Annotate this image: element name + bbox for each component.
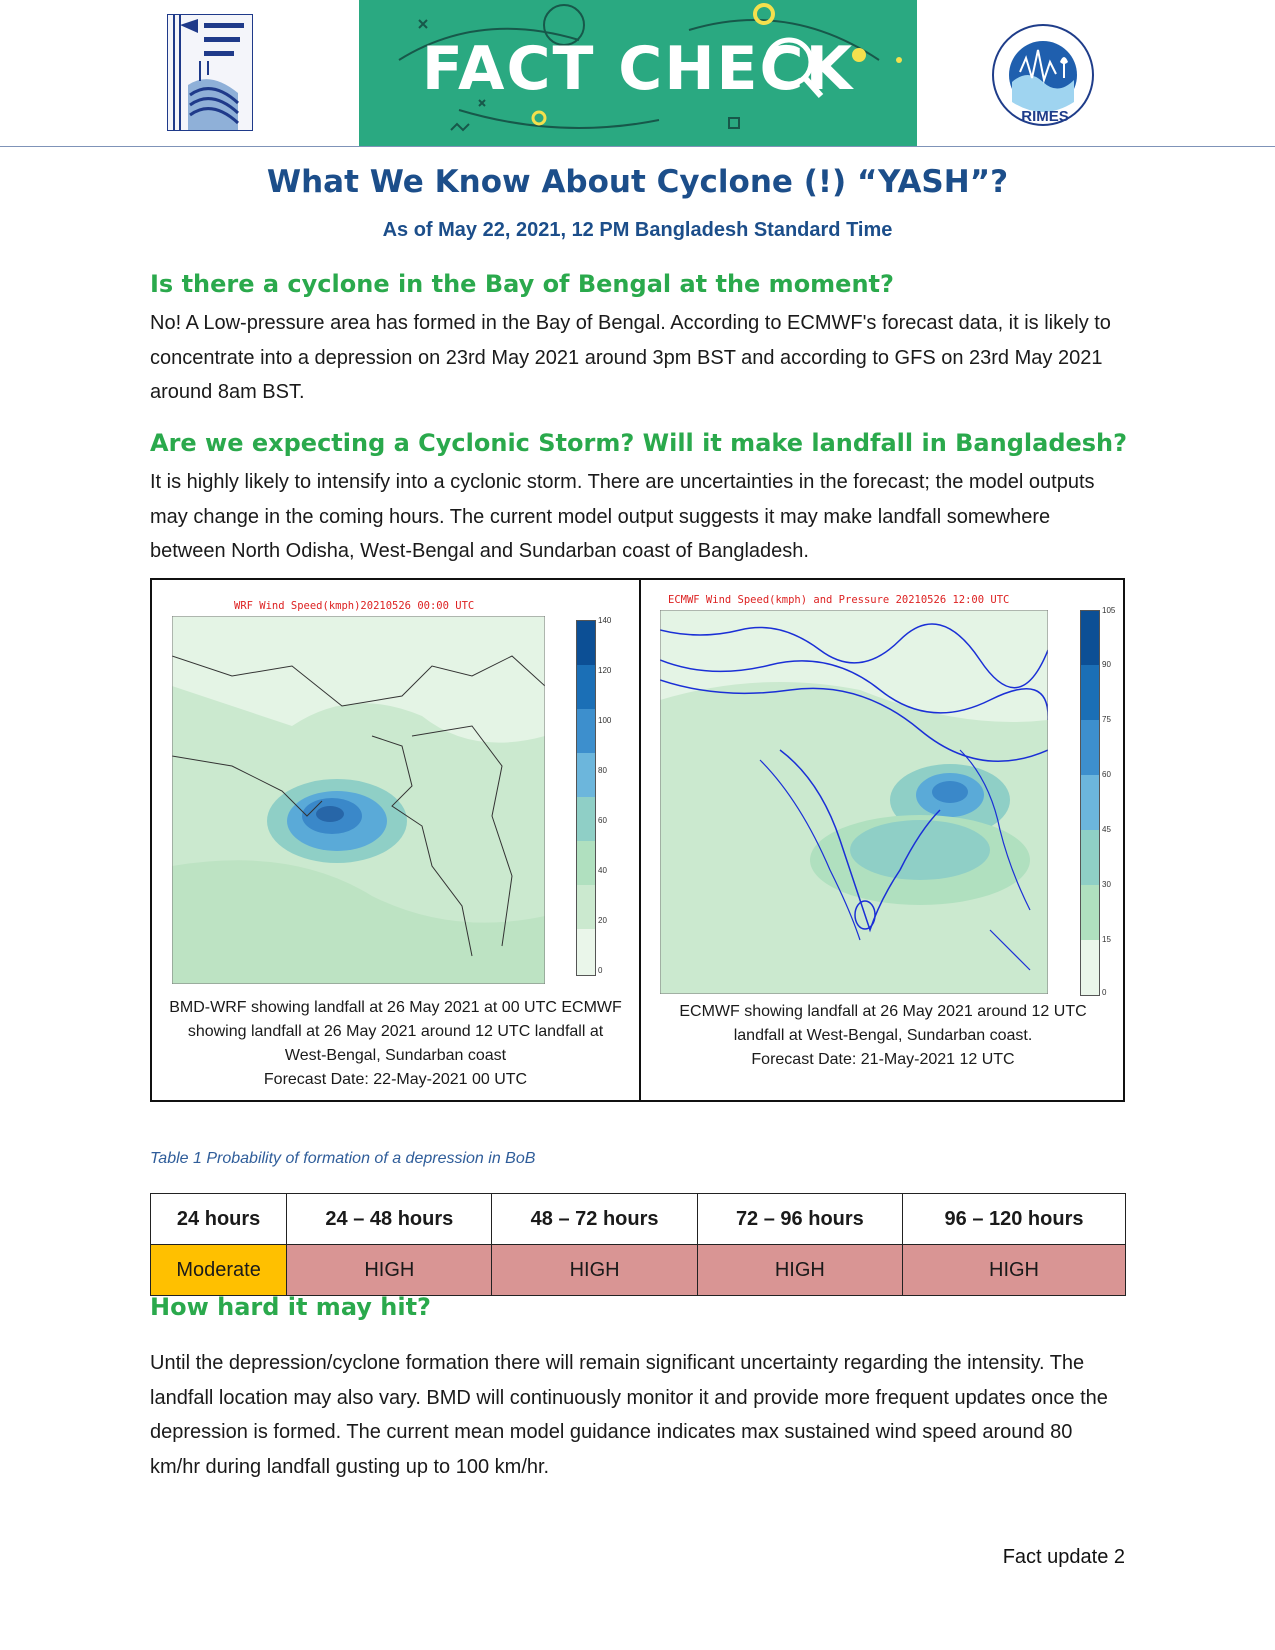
ecmwf-wind-map [660,610,1048,994]
table-header: 96 – 120 hours [903,1194,1126,1245]
bmd-logo [167,14,253,131]
section-heading-landfall: Are we expecting a Cyclonic Storm? Will it make landfall in Bangladesh? [150,429,1128,457]
wrf-cbar-tick: 140 [598,616,612,625]
table-header: 72 – 96 hours [697,1194,902,1245]
fact-check-banner [359,0,917,146]
table-cell: Moderate [151,1245,287,1296]
ecmwf-caption [641,1000,1125,1072]
wrf-map-title: WRF Wind Speed(kmph)20210526 00:00 UTC [234,600,475,612]
forecast-figures [150,578,1125,1102]
page-footer: Fact update 2 [1002,1546,1125,1568]
rimes-label: RIMES [1021,108,1069,125]
probability-table [150,1193,1126,1296]
page-subtitle: As of May 22, 2021, 12 PM Bangladesh Standard Time [382,219,893,241]
ecmwf-colorbar [1080,610,1100,996]
table-header-row [151,1194,1126,1245]
ecmwf-cbar-tick: 45 [1102,825,1111,834]
section-text-landfall: It is highly likely to intensify into a cyclonic storm. There are uncertainties in the forecast; the model outputs may change in the coming hours. The current model output suggests it may make landfall somewhere between North Odisha, West-Bengal and Sundarban coast of Bangladesh. [150,471,1095,562]
page-title: What We Know About Cyclone (!) “YASH”? [266,164,1009,200]
section-text-intensity: Until the depression/cyclone formation there will remain significant uncertainty regarding the intensity. The landfall location may also vary. BMD will continuously monitor it and provide more frequent updates once the depression is formed. The current mean model guidance indicates max sustained wind speed around 80 km/hr during landfall gusting up to 100 km/hr. [150,1352,1108,1478]
table-row [151,1245,1126,1296]
table-cell: HIGH [492,1245,697,1296]
caption-line: landfall at West-Bengal, Sundarban coast. [733,1027,1033,1044]
ecmwf-cbar-tick: 90 [1102,660,1111,669]
caption-line: Forecast Date: 22-May-2021 00 UTC [263,1071,528,1088]
table-header: 48 – 72 hours [492,1194,697,1245]
caption-line: showing landfall at 26 May 2021 around 12 UTC landfall at [187,1023,604,1040]
table-header: 24 – 48 hours [287,1194,492,1245]
wrf-wind-map [172,616,545,984]
wrf-cbar-tick: 80 [598,766,607,775]
wrf-cbar-tick: 0 [598,966,603,975]
section-heading-current-status: Is there a cyclone in the Bay of Bengal at the moment? [150,270,894,298]
section-heading-intensity: How hard it may hit? [150,1293,431,1321]
wrf-cbar-tick: 100 [598,716,612,725]
page-header [0,0,1275,148]
table-cell: HIGH [903,1245,1126,1296]
wrf-cbar-tick: 20 [598,916,607,925]
caption-line: BMD-WRF showing landfall at 26 May 2021 at 00 UTC ECMWF [169,999,622,1016]
table-caption: Table 1 Probability of formation of a depression in BoB [150,1150,536,1167]
ecmwf-cbar-tick: 0 [1102,988,1107,997]
wrf-colorbar [576,620,596,976]
wrf-cbar-tick: 60 [598,816,607,825]
wrf-cbar-tick: 120 [598,666,612,675]
ecmwf-cbar-tick: 60 [1102,770,1111,779]
ecmwf-cbar-tick: 15 [1102,935,1111,944]
caption-line: Forecast Date: 21-May-2021 12 UTC [751,1051,1015,1068]
banner-title: FACT CHECK [421,34,855,104]
wrf-cbar-tick: 40 [598,866,607,875]
ecmwf-map-title: ECMWF Wind Speed(kmph) and Pressure 20210526 12:00 UTC [668,594,1010,606]
header-divider [0,146,1275,147]
caption-line: West-Bengal, Sundarban coast [284,1047,507,1064]
table-header: 24 hours [151,1194,287,1245]
caption-line: ECMWF showing landfall at 26 May 2021 around 12 UTC [679,1003,1087,1020]
ecmwf-cbar-tick: 105 [1102,606,1116,615]
ecmwf-cbar-tick: 75 [1102,715,1111,724]
ecmwf-cbar-tick: 30 [1102,880,1111,889]
table-cell: HIGH [697,1245,902,1296]
section-text-current-status: No! A Low-pressure area has formed in the Bay of Bengal. According to ECMWF's forecast data, it is likely to concentrate into a depression on 23rd May 2021 around 3pm BST and according to GFS on 23rd May 2021 around 8am BST. [150,312,1111,403]
wrf-caption [152,996,639,1092]
table-cell: HIGH [287,1245,492,1296]
